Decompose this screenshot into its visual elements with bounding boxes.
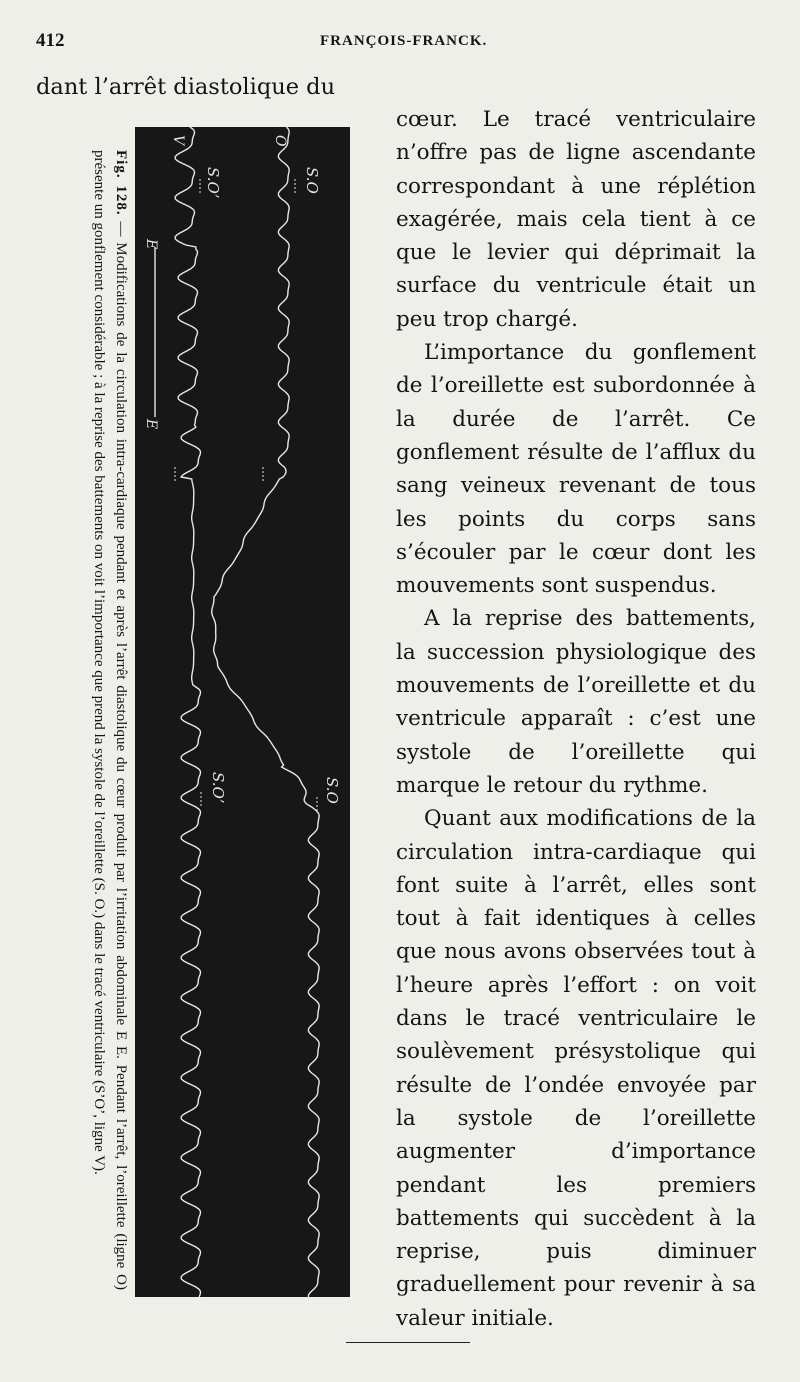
body-first-line: dant l’arrêt diastolique du xyxy=(36,74,336,100)
label-so-top: S.O xyxy=(303,167,321,194)
figure-caption-body: — Modifications de la circulation intra-cardiaque pendant et après l’arrêt diastolique du cœur produit par l’irritation abdominale E E. Pendant l’arrêt, l’oreillette (ligne O) présente un gonflement considérable ; à la reprise des battements on voit l’importance que prend la systole de l’oreillette (S. O.) dans le tracé ventriculaire (S’O’, ligne V). xyxy=(91,150,129,1290)
paragraph-3: A la reprise des battements, la succession physiologique des mouvements de l’oreillette et du ventricule apparaît : c’est une systole de l’oreillette qui marque le retour du rythme. xyxy=(396,606,756,798)
paragraph-2: L’importance du gonflement de l’oreillette est subordonnée à la durée de l’arrêt. Ce gonflement résulte de l’afflux du sang veineux revenant de tous les points du corps sans s’écouler par le cœur dont les mouvements sont suspendus. xyxy=(396,340,756,599)
page-number: 412 xyxy=(36,30,65,51)
text-column xyxy=(396,103,756,1335)
label-svo-bottom: S.O’ xyxy=(209,772,227,804)
trace-v-line xyxy=(175,127,200,1297)
figure-caption xyxy=(40,150,132,1290)
label-so-bottom: S.O xyxy=(323,777,341,804)
footnote-rule xyxy=(346,1342,470,1343)
tracing-plot xyxy=(135,127,350,1297)
running-head: FRANÇOIS-FRANCK. xyxy=(320,33,488,49)
label-svo-top: S.O’ xyxy=(204,167,222,199)
label-e-end: E xyxy=(143,419,159,430)
trace-o-line xyxy=(212,127,319,1297)
figure-caption-text xyxy=(88,150,132,1290)
label-line-v: V xyxy=(170,135,186,146)
figure-label: Fig. 128. xyxy=(113,150,129,216)
label-e-start: E xyxy=(143,239,159,250)
figure-tracing xyxy=(135,127,350,1297)
label-line-o: O xyxy=(272,135,288,147)
paragraph-1: cœur. Le tracé ventriculaire n’offre pas de ligne ascendante correspondant à une réplétion exagérée, mais cela tient à ce que le levier qui déprimait la surface du ventricule était un peu trop chargé. xyxy=(396,107,756,332)
paragraph-4: Quant aux modifications de la circulation intra-cardiaque qui font suite à l’arrêt, elles sont tout à fait identiques à celles que nous avons observées tout à l’heure après l’effort : on voit dans le tracé ventriculaire le soulèvement présystolique qui résulte de l’ondée envoyée par la systole de l’oreillette augmenter d’importance pendant les premiers battements qui succèdent à la reprise, puis diminuer graduellement pour revenir à sa valeur initiale. xyxy=(396,806,756,1331)
